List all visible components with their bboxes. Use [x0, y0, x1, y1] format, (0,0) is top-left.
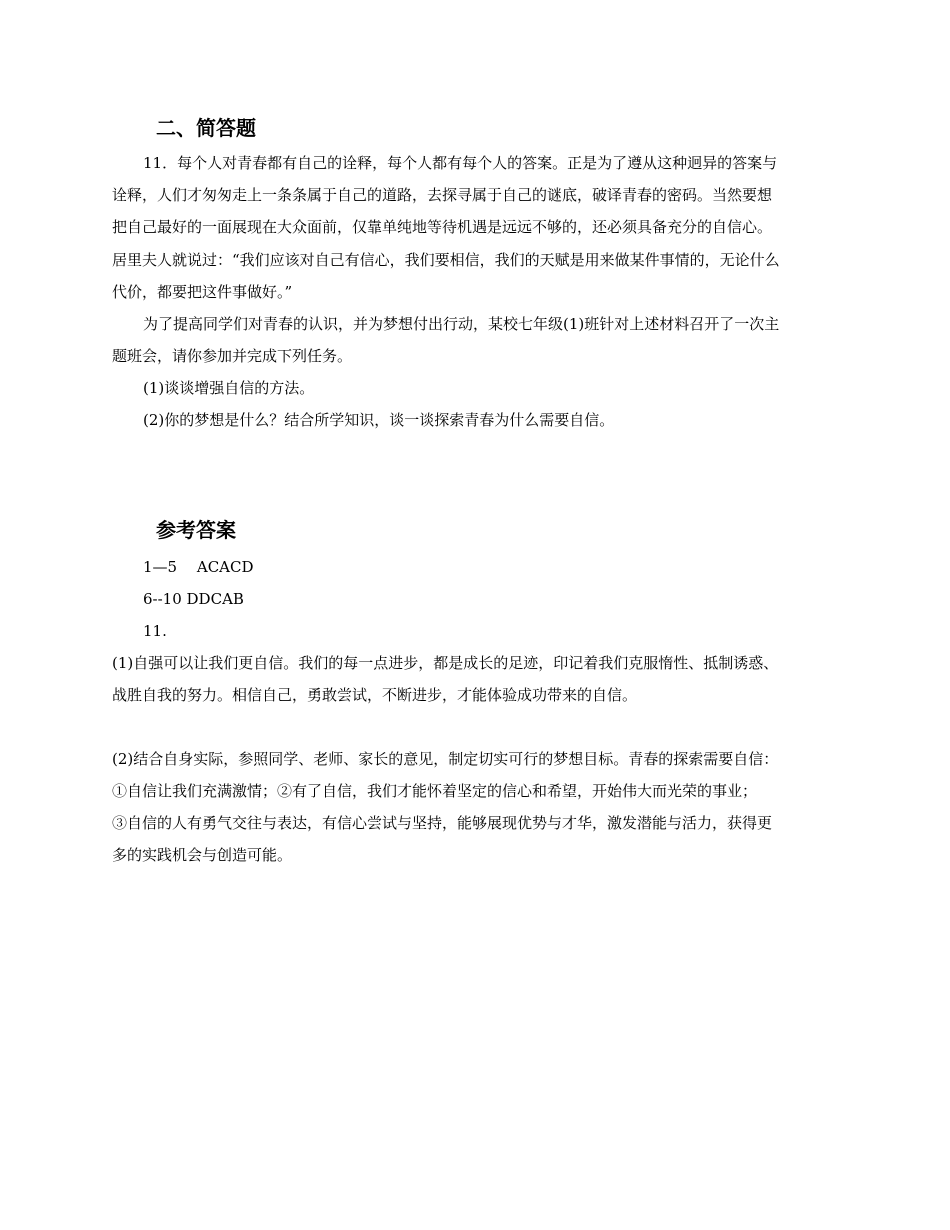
question-line-4: 居里夫人就说过：“我们应该对自己有信心，我们要相信，我们的天赋是用来做某件事情的，无论什么 — [112, 251, 780, 269]
answer-part2-line-3: ③自信的人有勇气交往与表达，有信心尝试与坚持，能够展现优势与才华，激发潜能与活力，获得更 — [112, 814, 773, 832]
question-task-2: (2)你的梦想是什么？结合所学知识，谈一谈探索青春为什么需要自信。 — [143, 411, 615, 429]
question-line-3: 把自己最好的一面展现在大众面前，仅靠单纯地等待机遇是远远不够的，还必须具备充分的自信心。 — [112, 218, 773, 236]
question-line-6: 为了提高同学们对青春的认识，并为梦想付出行动，某校七年级(1)班针对上述材料召开了一次主 — [143, 315, 780, 333]
answer-q11-label: 11. — [143, 622, 167, 640]
answer-part2-line-2: ①自信让我们充满激情；②有了自信，我们才能怀着坚定的信心和希望，开始伟大而光荣的事业； — [112, 782, 758, 800]
question-line-2: 诠释，人们才匆匆走上一条条属于自己的道路，去探寻属于自己的谜底，破译青春的密码。当然要想 — [112, 186, 773, 204]
answer-part1-line-1: (1)自强可以让我们更自信。我们的每一点进步，都是成长的足迹，印记着我们克服惰性、抵制诱惑、 — [112, 654, 779, 672]
answer-choice-1-5: 1—5 ACACD — [143, 558, 254, 576]
answer-part2-line-4: 多的实践机会与创造可能。 — [112, 846, 293, 864]
question-task-1: (1)谈谈增强自信的方法。 — [143, 379, 315, 397]
question-line-5: 代价，都要把这件事做好。” — [112, 283, 293, 301]
answer-part2-line-1: (2)结合自身实际，参照同学、老师、家长的意见，制定切实可行的梦想目标。青春的探索需要自信： — [112, 750, 779, 768]
answer-title: 参考答案 — [156, 518, 236, 542]
answer-part1-line-2: 战胜自我的努力。相信自己，勇敢尝试，不断进步，才能体验成功带来的自信。 — [112, 686, 638, 704]
section-title: 二、简答题 — [156, 116, 256, 140]
answer-choice-6-10: 6--10 DDCAB — [143, 590, 244, 608]
question-line-7: 题班会，请你参加并完成下列任务。 — [112, 347, 353, 365]
question-line-1: 11．每个人对青春都有自己的诠释，每个人都有每个人的答案。正是为了遵从这种迥异的答案与 — [143, 154, 778, 172]
